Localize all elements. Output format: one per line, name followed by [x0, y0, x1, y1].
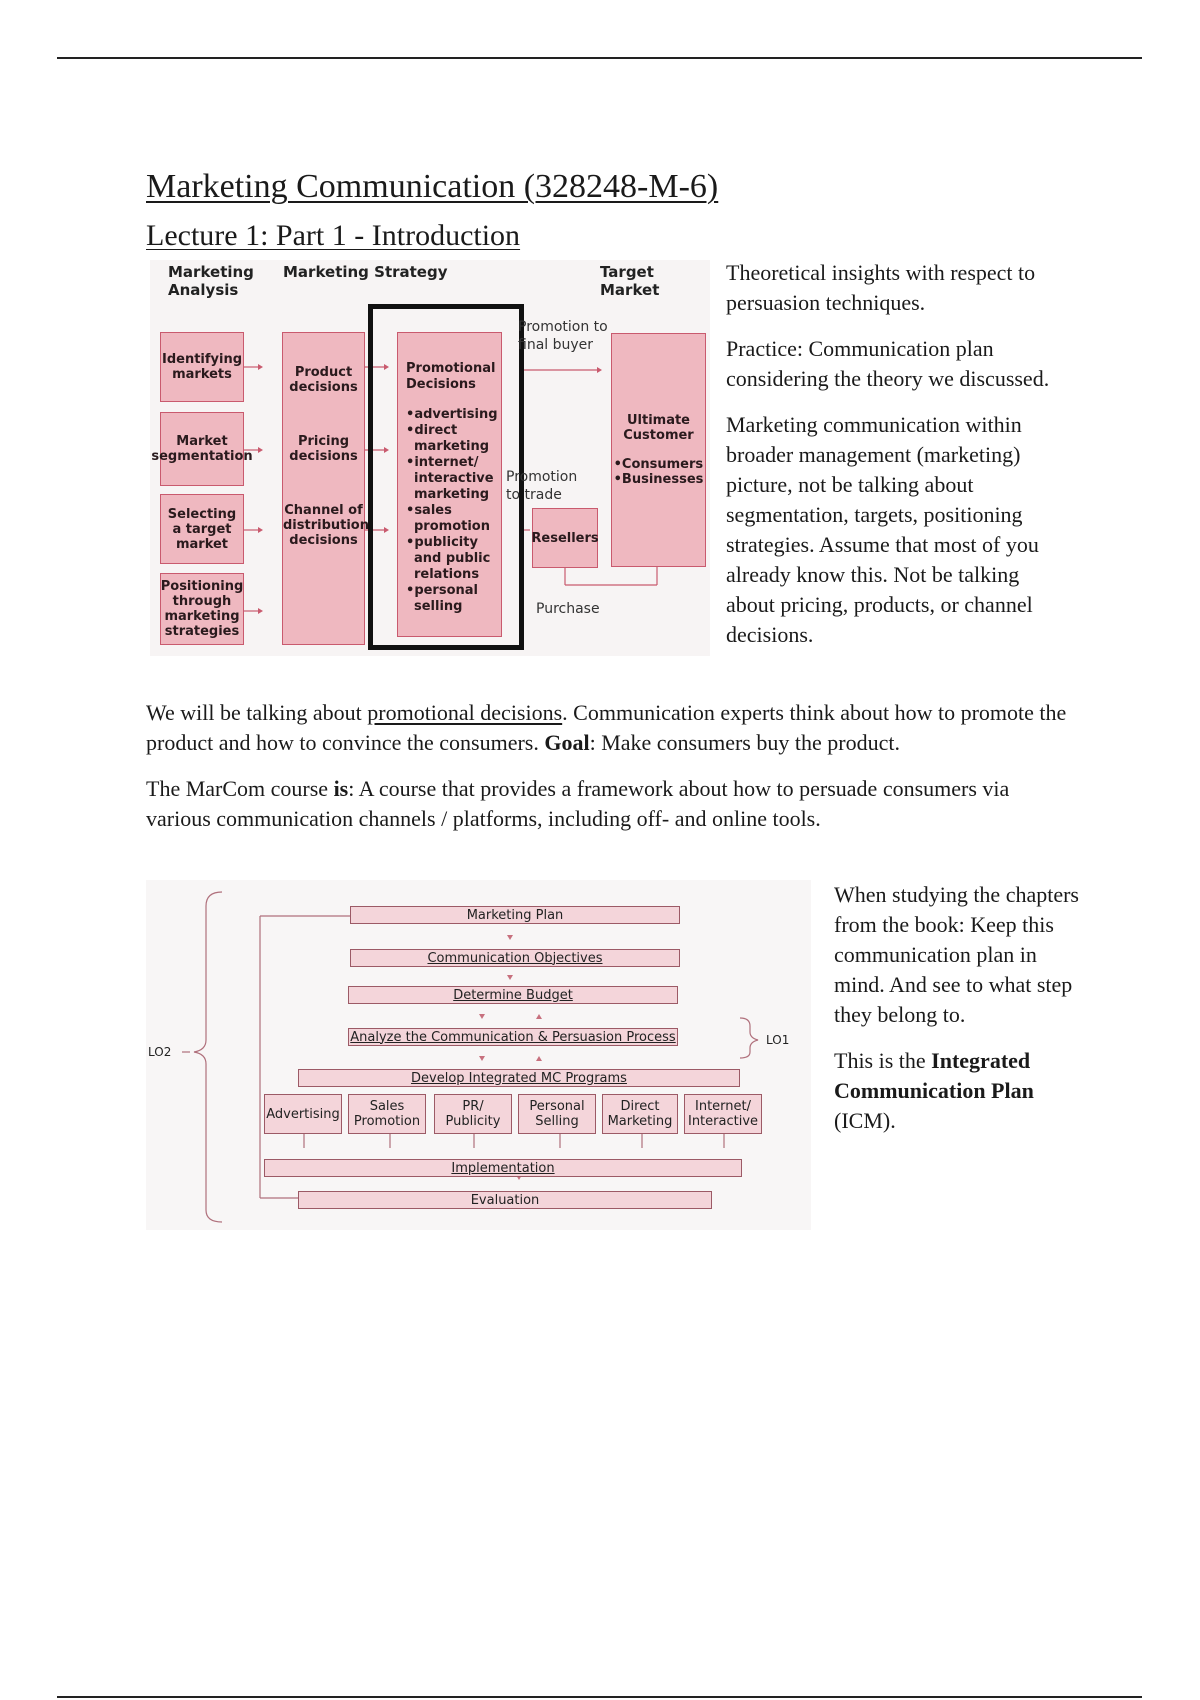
promo-title: Promotional Decisions	[406, 361, 496, 392]
promotional-decisions-term: promotional decisions	[367, 700, 563, 725]
step-marketing-plan: Marketing Plan	[350, 906, 680, 924]
promo-item: • publicity and public relations	[406, 535, 495, 583]
text-run: : Make consumers buy the product.	[589, 730, 900, 755]
program-internet-interactive: Internet/ Interactive	[684, 1094, 762, 1134]
top-rule	[57, 57, 1142, 59]
heading-marketing-strategy: Marketing Strategy	[283, 263, 448, 281]
step-communication-objectives: Communication Objectives	[350, 949, 680, 967]
page-title: Marketing Communication (328248-M-6)	[146, 168, 719, 205]
program-sales-promotion: Sales Promotion	[348, 1094, 426, 1134]
body-paragraph-2	[146, 774, 1076, 834]
side1-paragraph-3: Marketing communication within broader management (marketing) picture, not be talking about segmentation, targets, positioning strategies. Assume that most of you already know this. Not be talking about pricing, products, or channel decisions.	[726, 412, 1039, 647]
page-subtitle: Lecture 1: Part 1 - Introduction	[146, 219, 521, 252]
heading-target-market: Target Market	[600, 263, 660, 299]
lo1-label: LO1	[766, 1033, 790, 1047]
program-advertising: Advertising	[264, 1094, 342, 1134]
side-text-2	[834, 880, 1079, 1136]
bottom-rule	[57, 1696, 1142, 1698]
text-run: (ICM).	[834, 1108, 896, 1133]
text-run: We will be talking about	[146, 700, 368, 725]
text-run: This is the	[834, 1048, 932, 1073]
body-paragraph-1	[146, 698, 1076, 758]
analysis-box-selecting-target: Selecting a target market	[160, 494, 244, 564]
step-implementation: Implementation	[264, 1159, 742, 1177]
analysis-box-market-segmentation: Market segmentation	[160, 412, 244, 486]
program-direct-marketing: Direct Marketing	[602, 1094, 678, 1134]
strategy-box	[282, 332, 369, 645]
ultimate-list	[614, 457, 704, 487]
strategy-item-product: Product decisions	[289, 365, 358, 395]
side2-paragraph-2	[834, 1046, 1079, 1136]
goal-label: Goal	[544, 730, 590, 755]
step-evaluation: Evaluation	[298, 1191, 712, 1209]
program-personal-selling: Personal Selling	[518, 1094, 596, 1134]
lo2-label: LO2	[148, 1045, 172, 1059]
heading-marketing-analysis: Marketing Analysis	[168, 263, 254, 299]
promotion-trade-label: Promotion to trade	[506, 469, 578, 503]
promo-item: • personal selling	[406, 583, 495, 615]
promo-item: • advertising	[406, 407, 495, 423]
side2-paragraph-1: When studying the chapters from the book: Keep this communication plan in mind. And see to what step they belong to.	[834, 882, 1079, 1027]
text-run: . Communication experts think about how to promote the product and how to convince the consumers.	[146, 700, 1067, 755]
ultimate-item: • Businesses	[614, 472, 704, 487]
is-label: is	[333, 776, 349, 801]
ultimate-customer-box	[611, 333, 706, 567]
promo-item: • direct marketing	[406, 423, 495, 455]
icm-term: Integrated Communication Plan	[834, 1048, 1034, 1103]
step-analyze-process: Analyze the Communication & Persuasion Process	[348, 1028, 678, 1046]
side-text-1	[726, 258, 1071, 650]
ultimate-item: • Consumers	[614, 457, 704, 472]
strategy-item-pricing: Pricing decisions	[289, 434, 358, 464]
text-run: : A course that provides a framework about how to persuade consumers via various communication channels / platforms, including off- and online tools.	[146, 776, 1010, 831]
step-develop-programs: Develop Integrated MC Programs	[298, 1069, 740, 1087]
promo-item: • sales promotion	[406, 503, 495, 535]
diagram2-connectors	[146, 880, 811, 1230]
analysis-box-identifying-markets: Identifying markets	[160, 332, 244, 402]
side1-paragraph-2: Practice: Communication plan considering the theory we discussed.	[726, 336, 1050, 391]
promo-item: • internet/ interactive marketing	[406, 455, 495, 503]
program-pr-publicity: PR/ Publicity	[434, 1094, 512, 1134]
communication-plan-diagram	[146, 880, 811, 1230]
marketing-model-diagram	[150, 260, 710, 656]
promotion-final-buyer-label: Promotion to final buyer	[518, 319, 608, 353]
resellers-box: Resellers	[532, 508, 598, 568]
step-determine-budget: Determine Budget	[348, 986, 678, 1004]
text-run: The MarCom course	[146, 776, 334, 801]
ultimate-title: Ultimate Customer	[623, 413, 694, 443]
purchase-label: Purchase	[536, 601, 600, 617]
promotional-highlight-frame	[368, 304, 524, 650]
side1-paragraph-1: Theoretical insights with respect to persuasion techniques.	[726, 260, 1036, 315]
analysis-box-positioning: Positioning through marketing strategies	[160, 573, 244, 645]
body-text	[146, 698, 1076, 834]
strategy-item-channel: Channel of distribution decisions	[283, 503, 369, 548]
